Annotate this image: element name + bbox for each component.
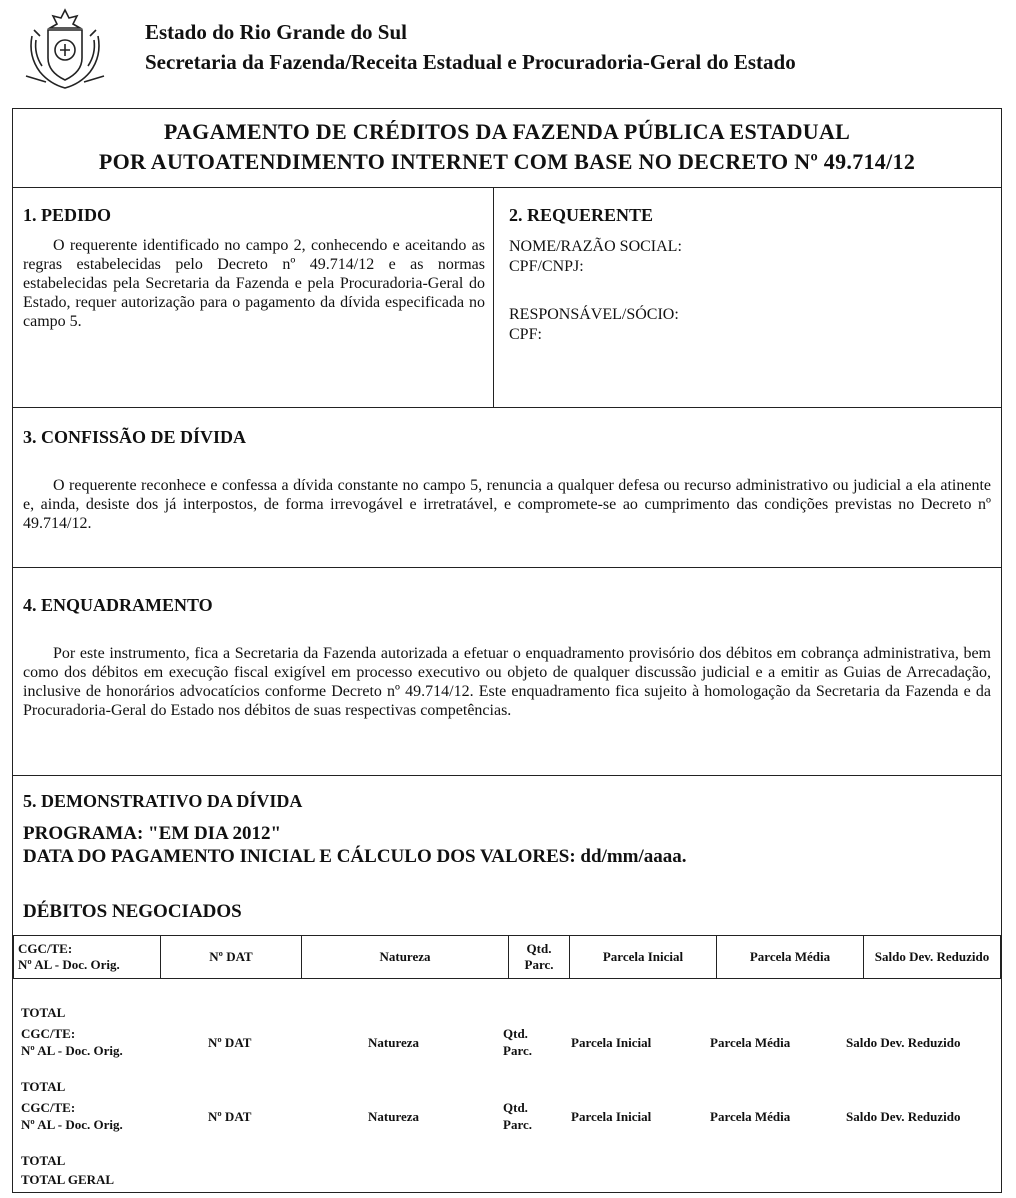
cpf-label: CPF: — [509, 326, 542, 343]
row-qtd-line2: Parc. — [503, 1117, 532, 1132]
row-qtd-line1: Qtd. — [503, 1100, 528, 1115]
section-pedido-text: O requerente identificado no campo 2, conhecendo e aceitando as regras estabelecidas pelo Decreto nº 49.714/12 e as normas estabelecidas pela Secretaria da Fazenda e pela Procuradoria-Geral do Estado, requer autorização para o pagamento da dívida especificada no campo 5. — [23, 237, 485, 330]
document-header — [0, 0, 1016, 100]
form-title-line2: POR AUTOATENDIMENTO INTERNET COM BASE NO DECRETO Nº 49.714/12 — [98, 149, 916, 174]
section-pedido-heading: 1. PEDIDO — [23, 205, 112, 225]
col-qtd-line1: Qtd. — [526, 941, 552, 956]
row-col-saldo-dev-reduzido: Saldo Dev. Reduzido — [846, 1109, 961, 1124]
row-col-cgc-te — [21, 1025, 123, 1059]
programa-label: PROGRAMA: "EM DIA 2012" — [23, 823, 282, 844]
row-qtd-line1: Qtd. — [503, 1026, 528, 1041]
col-qtd-line2: Parc. — [524, 957, 554, 972]
table-row — [13, 1019, 1001, 1069]
responsavel-socio-label: RESPONSÁVEL/SÓCIO: — [509, 306, 679, 323]
row-col-natureza: Natureza — [368, 1035, 420, 1050]
row-col-parcela-media: Parcela Média — [710, 1035, 791, 1050]
section-requerente-heading: 2. REQUERENTE — [509, 205, 654, 225]
row-col-saldo-dev-reduzido: Saldo Dev. Reduzido — [846, 1035, 961, 1050]
row-cgc-te-line1: CGC/TE: — [21, 1026, 76, 1041]
col-cgc-te — [14, 936, 161, 979]
row-qtd-line2: Parc. — [503, 1043, 532, 1058]
col-n-dat: Nº DAT — [161, 936, 302, 979]
col-parcela-inicial: Parcela Inicial — [570, 936, 717, 979]
total-label: TOTAL — [21, 1153, 66, 1168]
row-col-parcela-inicial: Parcela Inicial — [571, 1109, 652, 1124]
table-row — [13, 1093, 1001, 1143]
divider — [13, 407, 1001, 408]
section-enquadramento-text: Por este instrumento, fica a Secretaria da Fazenda autorizada a efetuar o enquadramento provisório dos débitos em cobrança administrativa, bem como dos débitos em execução fiscal exigível em processo executivo ou objeto de qualquer discussão judicial e a emitir as Guias de Arrecadação, inclusive de honorários advocatícios conforme Decreto nº 49.714/12. Este enquadramento fica sujeito à homologação da Secretaria da Fazenda e da Procuradoria-Geral do Estado nos débitos de suas respectivas competências. — [23, 645, 991, 719]
form-title-line1: PAGAMENTO DE CRÉDITOS DA FAZENDA PÚBLICA ESTADUAL — [163, 119, 851, 144]
col-parcela-media: Parcela Média — [717, 936, 864, 979]
row-col-n-dat: Nº DAT — [208, 1109, 252, 1124]
total-label: TOTAL — [21, 1079, 66, 1094]
cpf-cnpj-label: CPF/CNPJ: — [509, 258, 584, 275]
col-cgc-te-line2: Nº AL - Doc. Orig. — [18, 957, 120, 972]
debitos-table-header — [13, 935, 1001, 979]
row-col-parcela-inicial: Parcela Inicial — [571, 1035, 652, 1050]
row-cgc-te-line2: Nº AL - Doc. Orig. — [21, 1043, 123, 1058]
divider — [13, 567, 1001, 568]
state-name: Estado do Rio Grande do Sul — [145, 20, 407, 44]
form-frame — [12, 108, 1002, 1193]
state-coat-of-arms-icon — [20, 6, 110, 92]
divider — [13, 187, 1001, 188]
data-pagamento-label: DATA DO PAGAMENTO INICIAL E CÁLCULO DOS VALORES: dd/mm/aaaa. — [23, 846, 687, 867]
row-col-n-dat: Nº DAT — [208, 1035, 252, 1050]
row-col-qtd-parc — [503, 1025, 532, 1059]
section-enquadramento-heading: 4. ENQUADRAMENTO — [23, 595, 213, 615]
total-geral-label: TOTAL GERAL — [21, 1172, 115, 1187]
row-cgc-te-line1: CGC/TE: — [21, 1100, 76, 1115]
section-demonstrativo-heading: 5. DEMONSTRATIVO DA DÍVIDA — [23, 791, 303, 811]
row-col-natureza: Natureza — [368, 1109, 420, 1124]
section-confissao-heading: 3. CONFISSÃO DE DÍVIDA — [23, 427, 247, 447]
agency-name: Secretaria da Fazenda/Receita Estadual e Procuradoria-Geral do Estado — [145, 50, 796, 74]
section-confissao-text: O requerente reconhece e confessa a dívida constante no campo 5, renuncia a qualquer defesa ou recurso administrativo ou judicial a ela atinente e, ainda, desiste dos já interpostos, de forma irrevogável e irretratável, e compromete-se ao cumprimento das condições previstas no Decreto nº 49.714/12. — [23, 477, 991, 532]
row-col-cgc-te — [21, 1099, 123, 1133]
row-col-parcela-media: Parcela Média — [710, 1109, 791, 1124]
nome-razao-social-label: NOME/RAZÃO SOCIAL: — [509, 238, 682, 255]
col-qtd-parc — [509, 936, 570, 979]
divider — [13, 775, 1001, 776]
col-natureza: Natureza — [302, 936, 509, 979]
divider-vertical — [493, 187, 494, 407]
col-saldo-dev-reduzido: Saldo Dev. Reduzido — [864, 936, 1001, 979]
table-header-row — [14, 936, 1001, 979]
row-col-qtd-parc — [503, 1099, 532, 1133]
debitos-negociados-heading: DÉBITOS NEGOCIADOS — [23, 901, 242, 922]
col-cgc-te-line1: CGC/TE: — [18, 941, 73, 956]
row-cgc-te-line2: Nº AL - Doc. Orig. — [21, 1117, 123, 1132]
total-label: TOTAL — [21, 1005, 66, 1020]
